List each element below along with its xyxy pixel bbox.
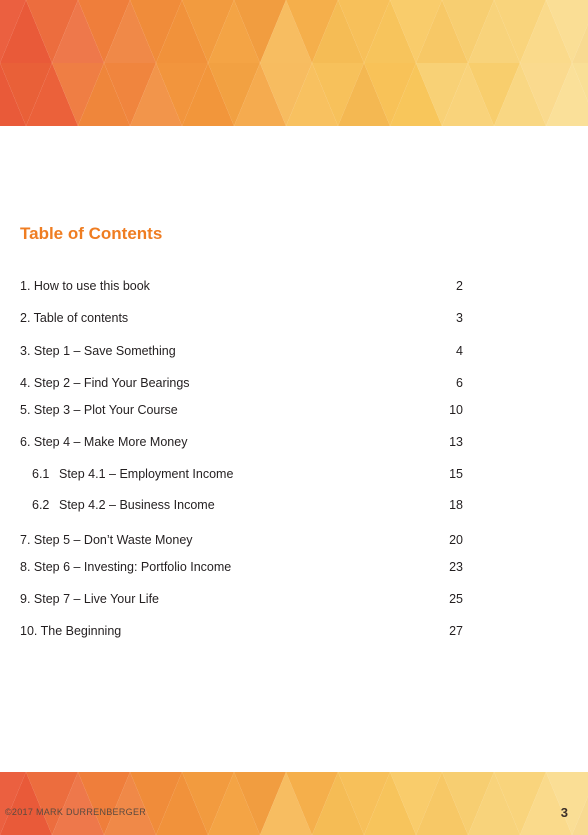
- toc-entry-page: 27: [449, 624, 463, 638]
- toc-entry-page: 18: [449, 498, 463, 512]
- toc-entry[interactable]: [20, 590, 463, 608]
- triangle-pattern: [0, 772, 588, 835]
- toc-subentry[interactable]: [20, 496, 463, 514]
- toc-subentry-label: [32, 496, 215, 514]
- toc-entry-label: 4. Step 2 – Find Your Bearings: [20, 376, 190, 390]
- toc-entry-page: 4: [456, 344, 463, 358]
- toc-entry-page: 10: [449, 403, 463, 417]
- triangle-pattern: [0, 0, 588, 126]
- toc-entry[interactable]: [20, 531, 463, 549]
- toc-entry-label: 10. The Beginning: [20, 624, 122, 638]
- toc-entry[interactable]: [20, 309, 463, 327]
- toc-subentry-text: Step 4.2 – Business Income: [59, 498, 215, 512]
- toc-entry[interactable]: [20, 277, 463, 295]
- header-decorative-band: [0, 0, 588, 126]
- copyright-text: ©2017 MARK DURRENBERGER: [5, 807, 147, 817]
- toc-entry[interactable]: [20, 342, 463, 360]
- toc-entry-page: 23: [449, 560, 463, 574]
- toc-entry-label: 5. Step 3 – Plot Your Course: [20, 403, 178, 417]
- toc-entry[interactable]: [20, 401, 463, 419]
- toc-entry[interactable]: [20, 374, 463, 392]
- toc-entry[interactable]: [20, 622, 463, 640]
- toc-entry-label: 7. Step 5 – Don’t Waste Money: [20, 533, 193, 547]
- footer-decorative-band: [0, 772, 588, 835]
- toc-entry-label: 9. Step 7 – Live Your Life: [20, 592, 159, 606]
- toc-entry-page: 2: [456, 279, 463, 293]
- toc-entry-label: 8. Step 6 – Investing: Portfolio Income: [20, 560, 232, 574]
- toc-entry-page: 6: [456, 376, 463, 390]
- toc-entry-label: 6. Step 4 – Make More Money: [20, 435, 188, 449]
- toc-subentry[interactable]: [20, 465, 463, 483]
- toc-subentry-text: Step 4.1 – Employment Income: [59, 467, 234, 481]
- page-title: Table of Contents: [20, 224, 163, 243]
- toc-subentry-number: 6.1: [32, 467, 50, 481]
- toc-entry-label: 2. Table of contents: [20, 311, 129, 325]
- page-number: 3: [560, 805, 568, 820]
- toc-entry-label: 3. Step 1 – Save Something: [20, 344, 176, 358]
- toc-subentry-label: [32, 465, 233, 483]
- toc-entry[interactable]: [20, 558, 463, 576]
- toc-entry-page: 3: [456, 311, 463, 325]
- toc-subentry-number: 6.2: [32, 498, 50, 512]
- toc-entry-page: 20: [449, 533, 463, 547]
- toc-entry-page: 25: [449, 592, 463, 606]
- toc-entry-page: 13: [449, 435, 463, 449]
- toc-entry-page: 15: [449, 467, 463, 481]
- toc-entry[interactable]: [20, 433, 463, 451]
- toc-entry-label: 1. How to use this book: [20, 279, 150, 293]
